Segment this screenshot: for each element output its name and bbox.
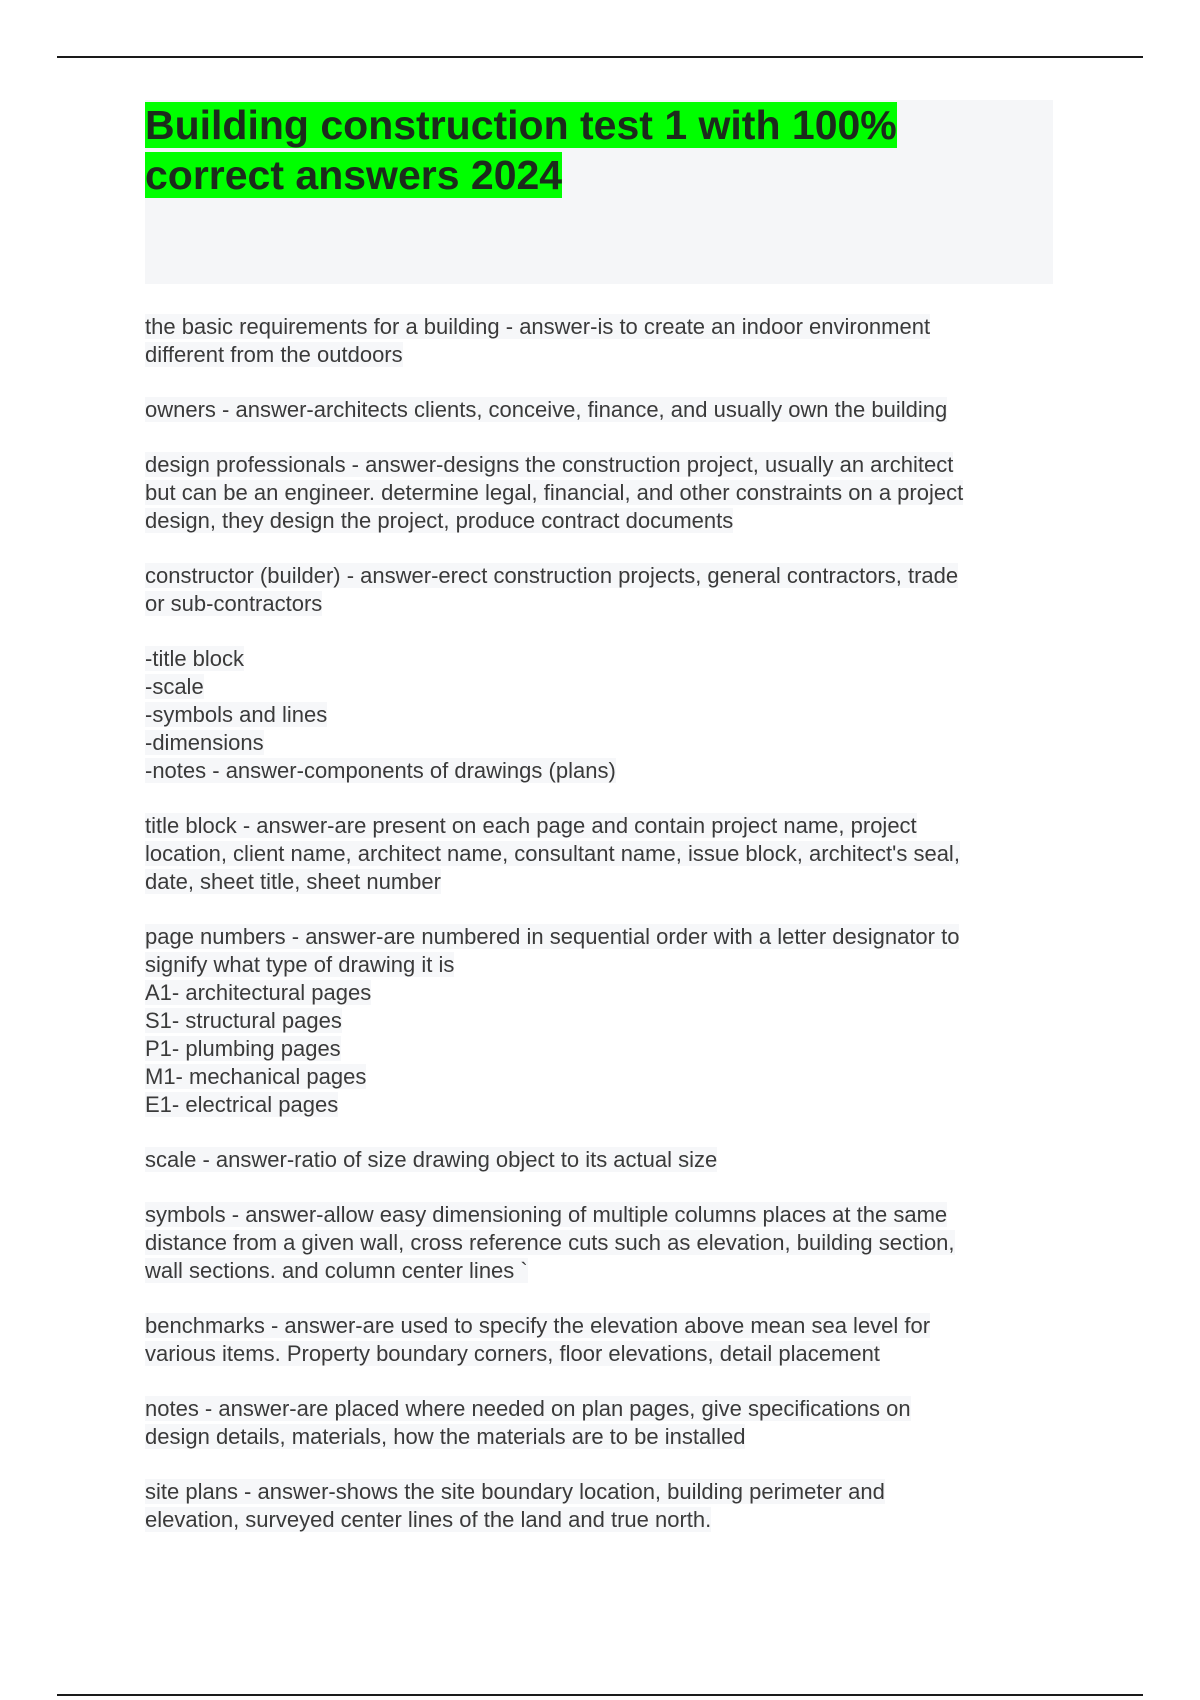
qa-line: design, they design the project, produce contract documents: [145, 508, 734, 533]
qa-entry: [145, 1478, 1065, 1534]
qa-entry: [145, 562, 1065, 618]
qa-line: benchmarks - answer-are used to specify the elevation above mean sea level for: [145, 1313, 931, 1338]
qa-line: -notes - answer-components of drawings (plans): [145, 758, 616, 783]
qa-entry: [145, 1201, 1065, 1285]
qa-line: scale - answer-ratio of size drawing object to its actual size: [145, 1147, 718, 1172]
qa-entry: [145, 1146, 1065, 1174]
qa-line: site plans - answer-shows the site boundary location, building perimeter and: [145, 1479, 885, 1504]
qa-line: elevation, surveyed center lines of the land and true north.: [145, 1507, 712, 1532]
qa-line: -scale: [145, 674, 204, 699]
qa-entry: [145, 451, 1065, 535]
qa-line: page numbers - answer-are numbered in sequential order with a letter designator to: [145, 924, 960, 949]
qa-line: owners - answer-architects clients, conceive, finance, and usually own the building: [145, 397, 948, 422]
qa-line: title block - answer-are present on each page and contain project name, project: [145, 813, 917, 838]
title-line: correct answers 2024: [145, 152, 563, 198]
qa-line: the basic requirements for a building - answer-is to create an indoor environment: [145, 314, 931, 339]
qa-line: S1- structural pages: [145, 1008, 342, 1033]
qa-line: P1- plumbing pages: [145, 1036, 341, 1061]
qa-line: constructor (builder) - answer-erect construction projects, general contractors, trade: [145, 563, 959, 588]
qa-line: symbols - answer-allow easy dimensioning of multiple columns places at the same: [145, 1202, 948, 1227]
title-block: [145, 100, 1053, 284]
qa-line: various items. Property boundary corners, floor elevations, detail placement: [145, 1341, 880, 1366]
qa-entry: [145, 396, 1065, 424]
qa-line: signify what type of drawing it is: [145, 952, 455, 977]
qa-line: location, client name, architect name, consultant name, issue block, architect's seal,: [145, 841, 960, 866]
qa-line: -dimensions: [145, 730, 264, 755]
qa-line: E1- electrical pages: [145, 1092, 339, 1117]
qa-line: different from the outdoors: [145, 342, 403, 367]
qa-line: date, sheet title, sheet number: [145, 869, 441, 894]
qa-line: -title block: [145, 646, 245, 671]
qa-line: design details, materials, how the materials are to be installed: [145, 1424, 746, 1449]
qa-line: A1- architectural pages: [145, 980, 372, 1005]
qa-line: notes - answer-are placed where needed on plan pages, give specifications on: [145, 1396, 911, 1421]
qa-entry: [145, 923, 1065, 1119]
qa-line: distance from a given wall, cross reference cuts such as elevation, building section,: [145, 1230, 955, 1255]
qa-line: M1- mechanical pages: [145, 1064, 367, 1089]
qa-line: or sub-contractors: [145, 591, 323, 616]
qa-line: but can be an engineer. determine legal, financial, and other constraints on a project: [145, 480, 964, 505]
bottom-rule: [57, 1694, 1143, 1696]
qa-entry: [145, 645, 1065, 785]
top-rule: [57, 56, 1143, 58]
qa-entry: [145, 1395, 1065, 1451]
page-title: [145, 100, 965, 200]
title-line: Building construction test 1 with 100%: [145, 102, 897, 148]
qa-line: design professionals - answer-designs the construction project, usually an architect: [145, 452, 954, 477]
qa-entry: [145, 313, 1065, 369]
qa-entry: [145, 1312, 1065, 1368]
qa-line: -symbols and lines: [145, 702, 328, 727]
qa-entry: [145, 812, 1065, 896]
qa-line: wall sections. and column center lines `: [145, 1258, 528, 1283]
qa-list: [145, 313, 1065, 1561]
